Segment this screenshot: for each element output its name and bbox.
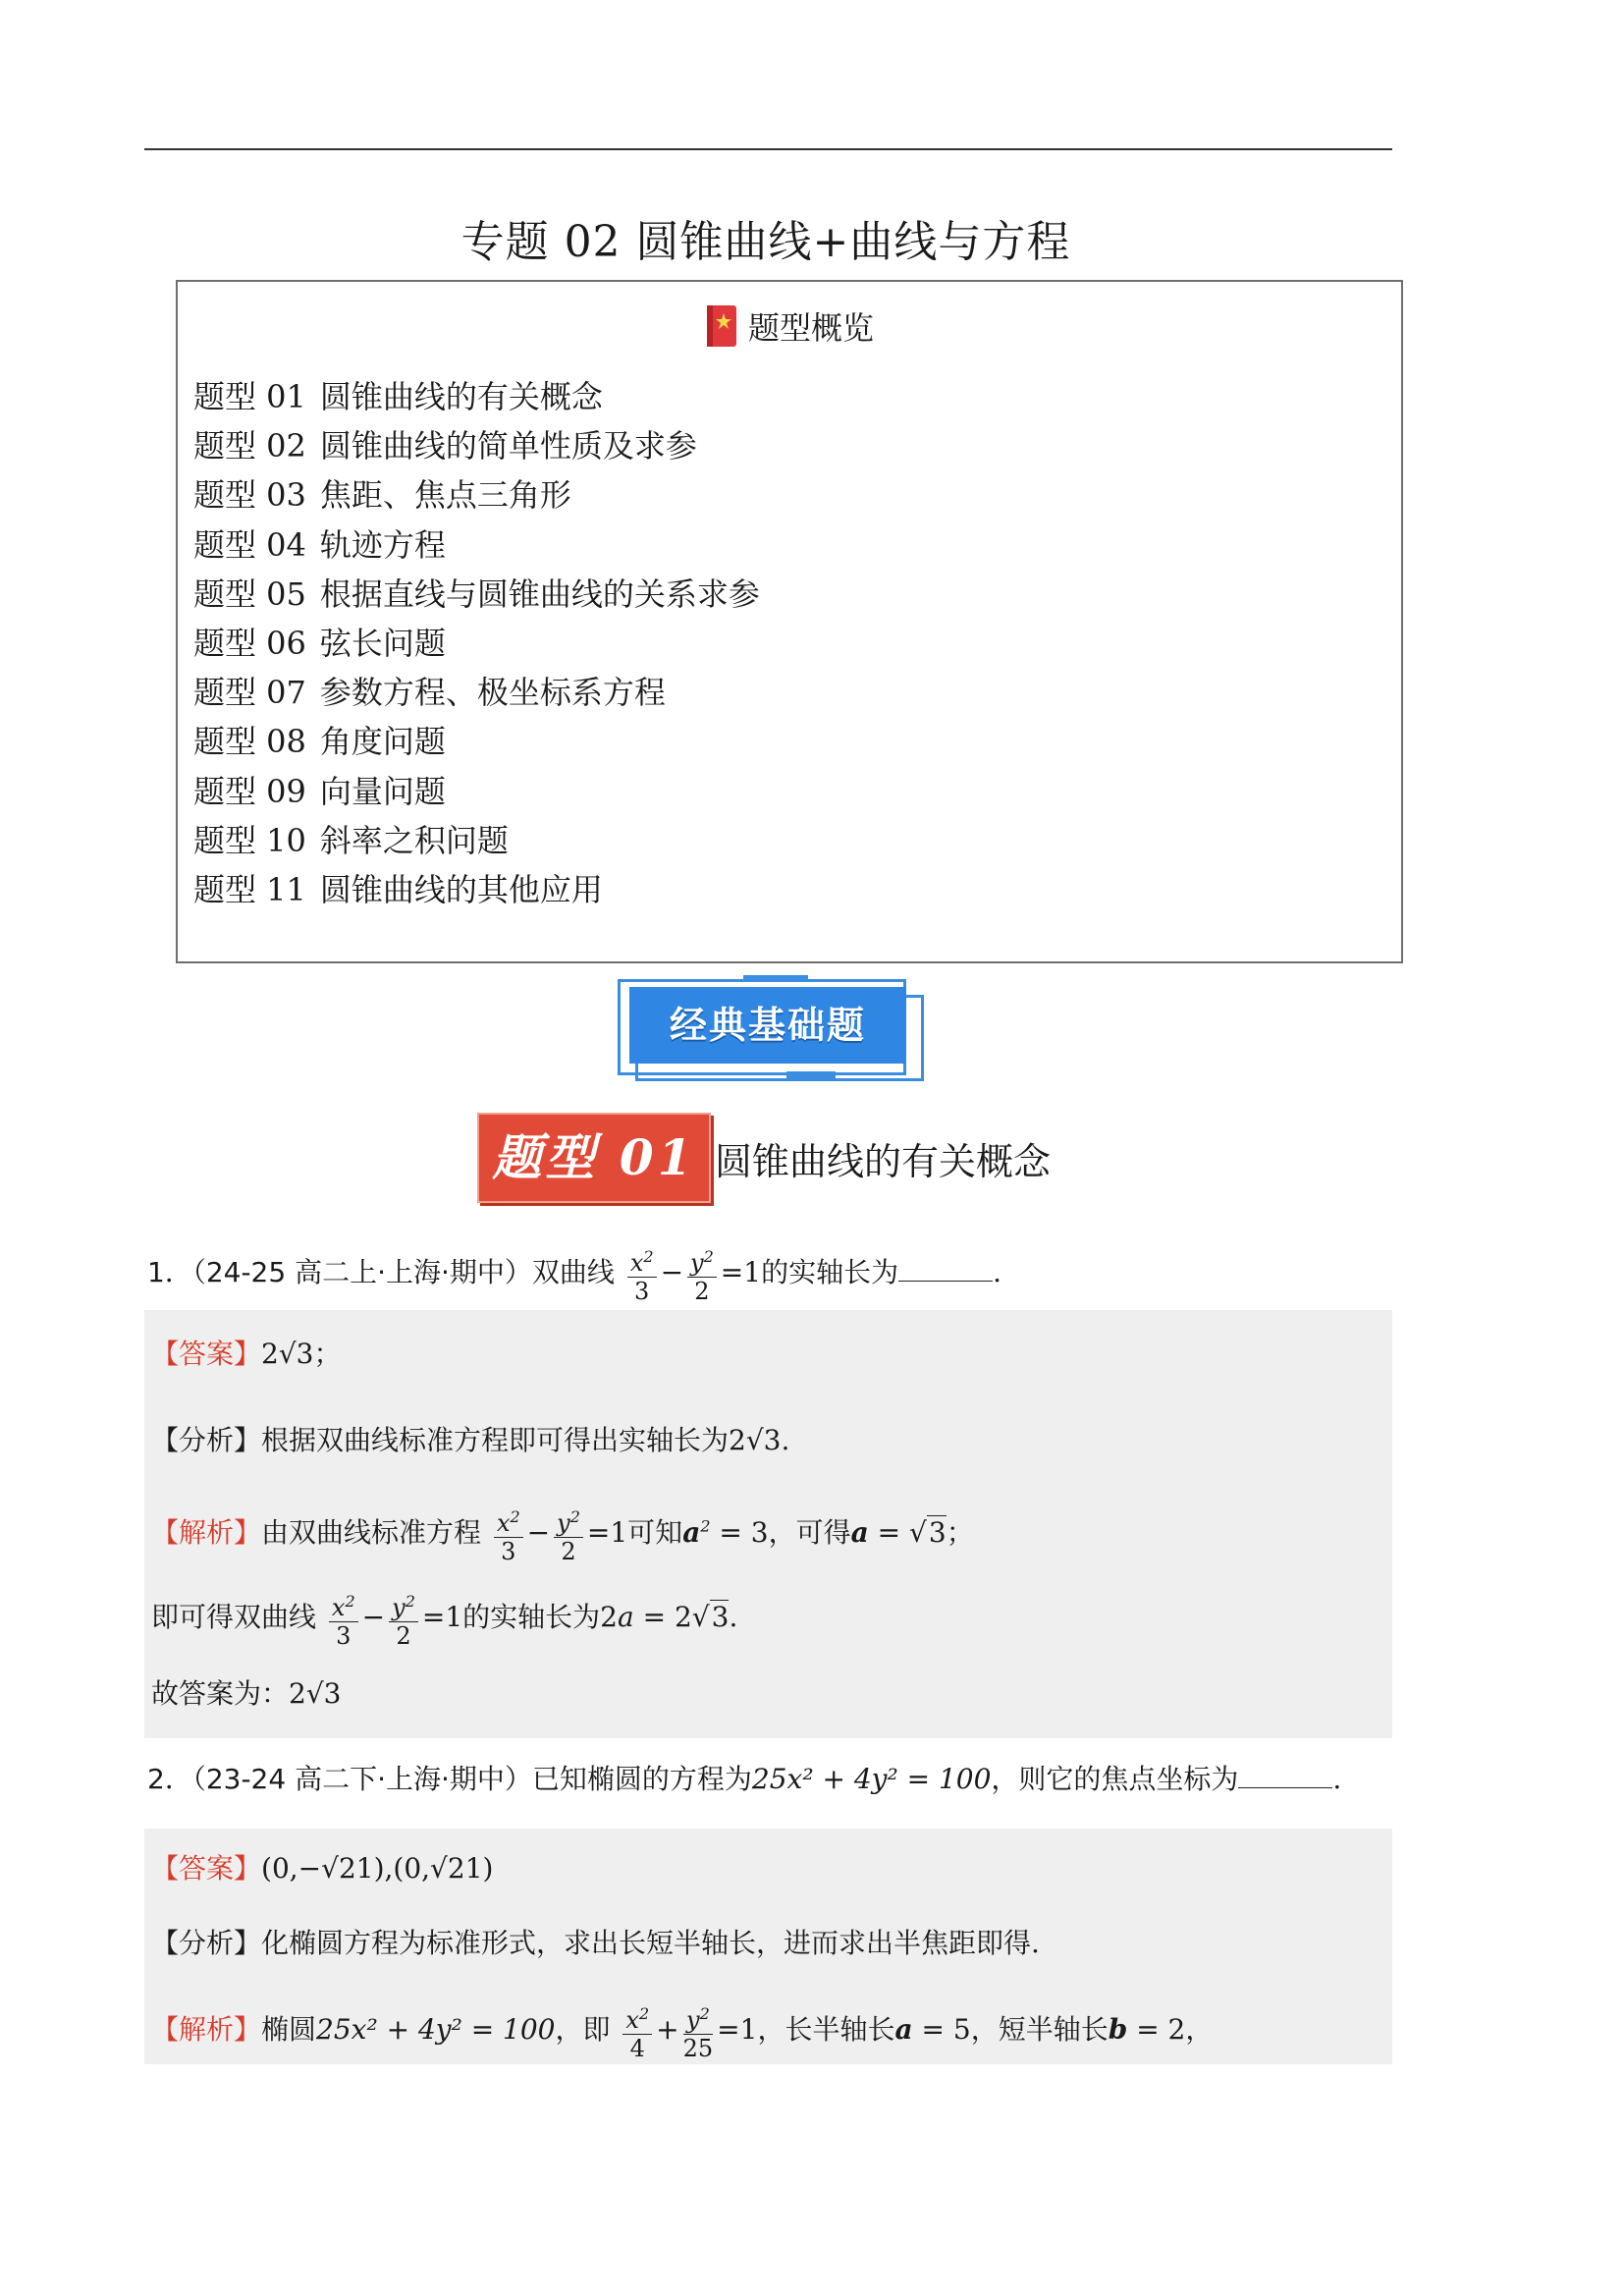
answer-blank — [1238, 1768, 1332, 1788]
banner-tab — [786, 1071, 836, 1078]
answer-line-2: 【答案】(0,−√21),(0,√21) — [151, 1852, 494, 1885]
overview-heading — [178, 303, 1401, 349]
type-item: 题型 06 弦长问题 — [193, 624, 446, 662]
question-2: 2．（23-24 高二下·上海·期中）已知椭圆的方程为25x² + 4y² = 100，则它的焦点坐标为 . — [147, 1763, 1342, 1795]
analysis-line-2: 【分析】化椭圆方程为标准形式，求出长短半轴长，进而求出半焦距即得. — [151, 1927, 1040, 1959]
question-1: 1．（24-25 高二上·上海·期中）双曲线 $\frac{x^2}{3}$ − $\frac{y^2}{2}$ =1的实轴长为 . — [147, 1243, 1001, 1305]
solution-line-1: 【解析】由双曲线标准方程 $\frac{x^2}{3}$ − $\frac{y^2}{2}$ =1可知$a^2 = 3$，可得a = √3； — [151, 1503, 974, 1565]
type-item: 题型 02 圆锥曲线的简单性质及求参 — [193, 427, 697, 465]
overview-heading-text: 题型概览 — [747, 309, 874, 347]
top-rule — [144, 148, 1392, 150]
hyperbola-equation: $\frac{x^2}{3}$ − $\frac{y^2}{2}$ =1 — [623, 1256, 761, 1288]
answer-blank — [898, 1261, 993, 1282]
overview-box — [176, 280, 1403, 963]
type-item: 题型 07 参数方程、极坐标系方程 — [193, 674, 666, 712]
type-badge: 题型 01 — [477, 1113, 711, 1203]
type-item: 题型 08 角度问题 — [193, 723, 446, 761]
type-item: 题型 10 斜率之积问题 — [193, 821, 509, 859]
type-item: 题型 09 向量问题 — [193, 772, 446, 810]
solution-line-3: 【解析】椭圆25x² + 4y² = 100，即 $\frac{x^2}{4}$ + $\frac{y^2}{25}$ =1，长半轴长a = 5，短半轴长b = 2， — [151, 2000, 1213, 2062]
solution-line-2: 即可得双曲线 $\frac{x^2}{3}$ − $\frac{y^2}{2}$ =1的实轴长为2a = 2√3. — [151, 1588, 737, 1650]
book-icon — [705, 303, 740, 349]
type-heading: 圆锥曲线的有关概念 — [715, 1140, 1052, 1183]
type-item: 题型 05 根据直线与圆锥曲线的关系求参 — [193, 574, 760, 613]
type-item: 题型 11 圆锥曲线的其他应用 — [193, 870, 603, 908]
answer-line-1: 【答案】2√3； — [151, 1338, 342, 1370]
type-list — [193, 372, 760, 914]
analysis-line-1: 【分析】根据双曲线标准方程即可得出实轴长为2√3. — [151, 1424, 790, 1456]
final-answer-1: 故答案为：2√3 — [151, 1677, 342, 1710]
page-title: 专题 02 圆锥曲线+曲线与方程 — [460, 217, 1071, 267]
type-item: 题型 01 圆锥曲线的有关概念 — [193, 378, 603, 415]
type-item: 题型 03 焦距、焦点三角形 — [193, 476, 571, 515]
section-banner-label: 经典基础题 — [629, 987, 906, 1064]
section-banner — [618, 975, 922, 1083]
type-item: 题型 04 轨迹方程 — [193, 525, 446, 564]
banner-tab — [743, 975, 808, 982]
